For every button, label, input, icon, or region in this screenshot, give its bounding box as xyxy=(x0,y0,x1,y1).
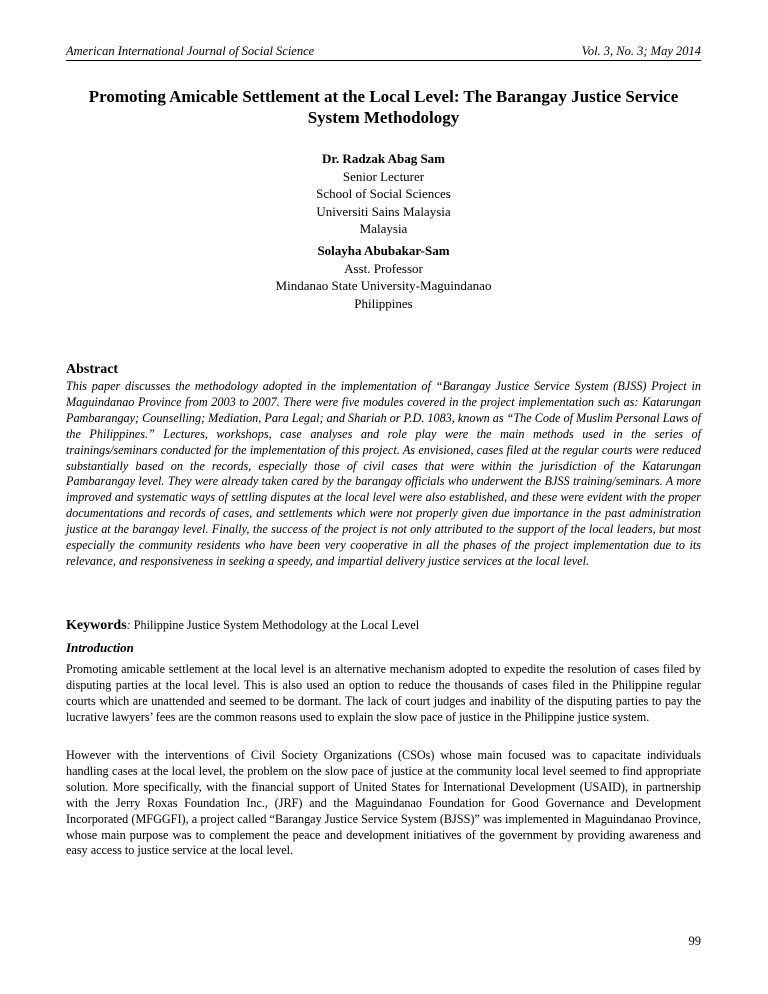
author-country: Malaysia xyxy=(359,221,408,236)
keywords-line xyxy=(66,617,701,634)
author-school: School of Social Sciences xyxy=(316,186,451,201)
introduction-heading: Introduction xyxy=(66,640,134,655)
author-name: Solayha Abubakar-Sam xyxy=(317,243,450,258)
author-country: Philippines xyxy=(354,295,413,311)
author-1 xyxy=(66,150,701,238)
author-position: Senior Lecturer xyxy=(342,168,425,184)
volume-info: Vol. 3, No. 3; May 2014 xyxy=(581,44,701,58)
author-2 xyxy=(66,242,701,312)
page-number: 99 xyxy=(688,934,701,948)
intro-paragraph-1: Promoting amicable settlement at the local level is an alternative mechanism adopted to expedite the resolution of cases filed by disputing parties at the local level. This is also used an option to reduce the thousands of cases filed in the Philippine regular courts which are unattended and seemed to be dormant. The lack of court judges and inability of the disputing parties to pay the lucrative lawyers’ fees are the common reasons used to explain the slow pace of justice in the Philippine justice system. xyxy=(66,662,701,724)
abstract-text: This paper discusses the methodology adopted in the implementation of “Barangay Justice Service System (BJSS) Project in Maguindanao Province from 2003 to 2007. There were five modules covered in the project implementation such as: Katarungan Pambarangay; Counselling; Mediation, Para Legal; and Shariah or P.D. 1083, known as “The Code of Muslim Personal Laws of the Philippines.” Lectures, workshops, case analyses and role play were the main methods used in the series of trainings/seminars conducted for the implementation of this project. As envisioned, cases filed at the regular courts were reduced substantially based on the records, especially those of civil cases that were within the jurisdiction of the Katarungan Pambarangay level. They were already taken cared by the barangay officials who underwent the BJSS training/seminars. A more improved and systematic ways of settling disputes at the local level were also established, and these were evident with the proper documentations and records of cases, and settlements which were not properly given due importance in the past administration justice at the barangay level. Finally, the success of the project is not only attributed to the support of the local leaders, but most especially the community residents who have been very cooperative in all the phases of the project implementation due to its relevance, and responsiveness in seeking a speedy, and impartial delivery justice services at the local level. xyxy=(66,379,701,568)
author-university: Universiti Sains Malaysia xyxy=(316,203,451,219)
paper-title: Promoting Amicable Settlement at the Local Level: The Barangay Justice Service System Methodology xyxy=(88,87,679,127)
author-position: Asst. Professor xyxy=(344,260,423,276)
abstract-heading: Abstract xyxy=(66,362,119,377)
journal-name: American International Journal of Social Science xyxy=(66,44,315,58)
keywords-label: Keywords xyxy=(66,618,127,633)
keywords-text: Philippine Justice System Methodology at the Local Level xyxy=(130,618,420,632)
author-university: Mindanao State University-Maguindanao xyxy=(275,278,492,293)
intro-paragraph-2: However with the interventions of Civil Society Organizations (CSOs) whose main focused was to capacitate individuals handling cases at the local level, the problem on the slow pace of justice at the community local level seemed to find appropriate solution. More specifically, with the financial support of United States for International Development (USAID), in partnership with the Jerry Roxas Foundation Inc., (JRF) and the Maguindanao Foundation for Good Governance and Development Incorporated (MFGGFI), a project called “Barangay Justice Service System (BJSS)” was implemented in Maguindanao Province, whose main purpose was to complement the peace and development initiatives of the government by providing awareness and easy access to justice service at the local level. xyxy=(66,748,701,858)
running-head xyxy=(66,44,701,61)
keywords-separator: : xyxy=(126,618,131,632)
author-name: Dr. Radzak Abag Sam xyxy=(321,151,446,166)
